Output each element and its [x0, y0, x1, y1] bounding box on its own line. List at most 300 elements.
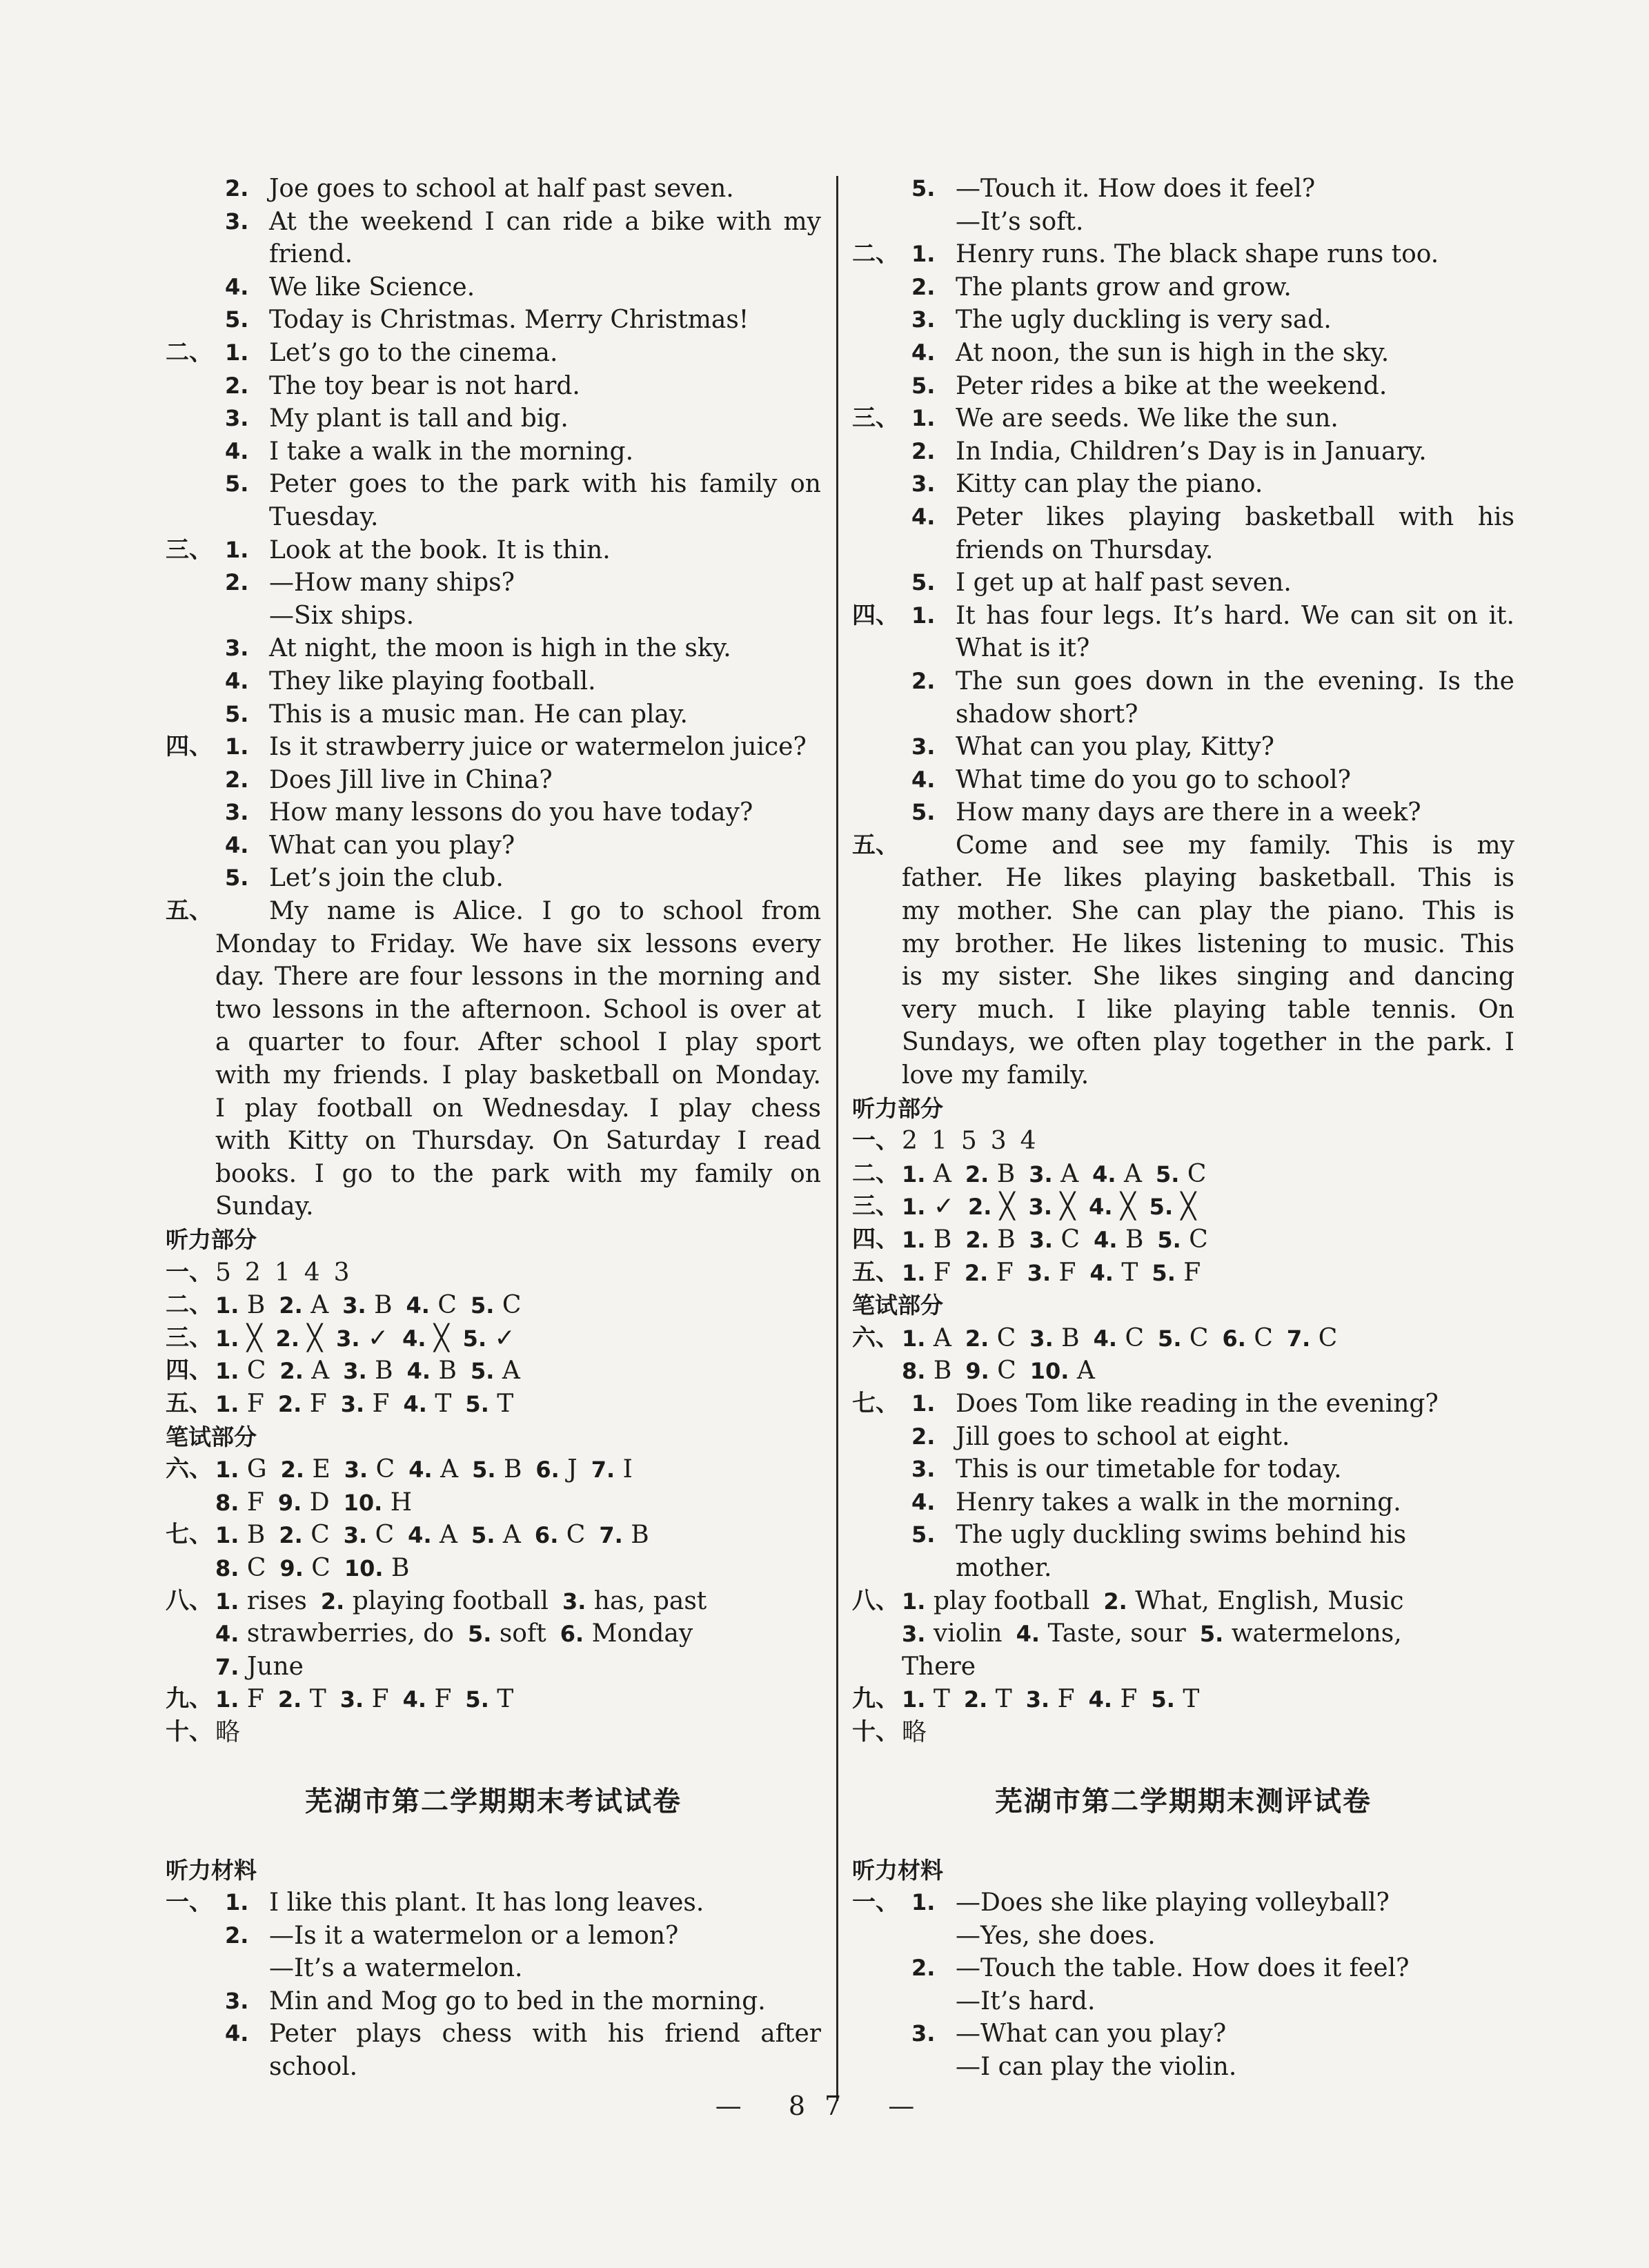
item-number: 1.	[902, 1259, 926, 1286]
item-number: 7.	[599, 1522, 623, 1549]
item-number: 1.	[215, 1457, 239, 1483]
answer-item: 4. Taste, sour	[1016, 1619, 1186, 1648]
item-number: 3.	[1027, 1259, 1051, 1286]
item-number: 8.	[902, 1358, 926, 1385]
answer-item: 8. B	[902, 1357, 952, 1386]
item-text: —It’s a watermelon.	[269, 1954, 523, 1983]
item-text: —Six ships.	[269, 601, 415, 630]
item-number: 1.	[225, 536, 249, 563]
exam-title: 芜湖市第二学期期末考试试卷	[305, 1785, 682, 1817]
answer-item: 2. ╳	[968, 1192, 1015, 1221]
answer-item: 5. T	[465, 1685, 514, 1714]
answer-item: 5. C	[470, 1291, 522, 1320]
spacer	[166, 1749, 821, 1767]
answer-items	[902, 1256, 1514, 1290]
answer-items	[902, 1125, 1514, 1158]
answer-item: 2. A	[279, 1291, 329, 1320]
answer-item: 9. D	[277, 1488, 330, 1517]
item-number: 2.	[225, 175, 249, 201]
item-number: 5.	[1149, 1194, 1174, 1221]
item-number: 4.	[1094, 1227, 1118, 1253]
section-label: 六、	[166, 1455, 213, 1483]
answer-item: 9. C	[279, 1553, 330, 1582]
answer-row	[852, 1617, 1514, 1650]
answer-item: 2. ╳	[275, 1323, 323, 1352]
item-number: 4.	[911, 766, 936, 793]
passage-line	[166, 895, 821, 928]
passage-text: with Kitty on Thursday. On Saturday I read	[215, 1127, 821, 1156]
item-number: 3.	[911, 733, 936, 760]
listening-answer-row	[166, 1256, 821, 1290]
answer-item: 6. C	[534, 1521, 586, 1550]
item-number: 1.	[215, 1686, 239, 1713]
item-number: 4.	[225, 2020, 249, 2047]
item-number: 4.	[215, 1621, 239, 1648]
answer-items	[215, 1354, 821, 1388]
item-number: 5.	[911, 1521, 936, 1548]
written-heading: 笔试部分	[852, 1292, 943, 1319]
item-text: shadow short?	[956, 700, 1138, 729]
answer-item: 5. T	[465, 1389, 514, 1418]
answer-line	[166, 271, 821, 304]
item-number: 4.	[406, 1292, 430, 1319]
item-number: 4.	[1089, 1194, 1113, 1221]
answer-items	[902, 1190, 1514, 1224]
item-number: 7.	[591, 1457, 615, 1483]
item-number: 3.	[225, 635, 249, 662]
item-number: 5.	[470, 1292, 495, 1319]
item-text: Peter likes playing basketball with his	[956, 502, 1514, 531]
answer-item: 4. F	[1088, 1685, 1138, 1714]
answer-line	[166, 370, 821, 403]
column-divider	[836, 176, 838, 2101]
answer-line-continued	[166, 600, 821, 633]
item-text: —How many ships?	[269, 569, 515, 598]
listening-heading: 听力部分	[166, 1226, 257, 1253]
answer-line-continued	[166, 1952, 821, 1985]
passage-line	[166, 994, 821, 1027]
passage-text: love my family.	[902, 1061, 1089, 1090]
answer-row	[166, 1650, 821, 1684]
answer-items	[215, 1650, 821, 1684]
answer-items	[215, 1388, 821, 1421]
answer-items	[215, 1683, 821, 1717]
answer-item: 1. ✓	[902, 1192, 955, 1221]
item-text: At noon, the sun is high in the sky.	[956, 338, 1390, 367]
answer-items	[215, 1585, 821, 1619]
item-number: 9.	[277, 1489, 302, 1516]
answer-items	[215, 1486, 821, 1520]
passage-line	[852, 994, 1514, 1027]
spacer	[852, 1836, 1514, 1854]
section-label: 五、	[852, 831, 899, 859]
answer-item: 2. playing football	[320, 1586, 549, 1615]
item-text: —Touch the table. How does it feel?	[956, 1954, 1410, 1983]
item-text: Joe goes to school at half past seven.	[269, 175, 734, 203]
item-number: 1.	[902, 1325, 926, 1352]
item-text: Peter goes to the park with his family on	[269, 470, 821, 499]
item-number: 1.	[902, 1161, 926, 1187]
passage-line	[852, 960, 1514, 994]
answer-line	[852, 1421, 1514, 1454]
item-text: Jill goes to school at eight.	[956, 1422, 1290, 1451]
answer-item: 5. A	[470, 1357, 520, 1386]
answer-item: 10. H	[343, 1488, 413, 1517]
answer-item: 6. J	[535, 1455, 577, 1484]
item-text: mother.	[956, 1553, 1052, 1582]
item-number: 2.	[225, 766, 249, 793]
answer-line	[166, 566, 821, 600]
passage-text: two lessons in the afternoon. School is over at	[215, 995, 821, 1024]
section-label: 一、	[852, 1889, 899, 1917]
item-number: 7.	[215, 1653, 239, 1680]
item-number: 2.	[225, 372, 249, 399]
answer-item: 2. C	[965, 1323, 1016, 1352]
answer-line-continued	[166, 501, 821, 534]
answer-line	[166, 731, 821, 764]
listening-answer-row	[852, 1190, 1514, 1223]
answer-line	[166, 764, 821, 797]
answer-items	[902, 1322, 1514, 1356]
answer-items	[902, 1683, 1514, 1717]
answer-item: 3. B	[1029, 1323, 1080, 1352]
item-number: 5.	[1152, 1259, 1176, 1286]
item-number: 1.	[215, 1325, 239, 1352]
answer-line	[166, 206, 821, 239]
answer-line	[852, 402, 1514, 435]
item-number: 2.	[275, 1325, 299, 1352]
item-text: friend.	[269, 240, 353, 269]
item-text: It has four legs. It’s hard. We can sit on it.	[956, 601, 1514, 630]
item-number: 9.	[965, 1358, 989, 1385]
item-text: My plant is tall and big.	[269, 404, 569, 433]
item-number: 4.	[225, 437, 249, 464]
answer-item: 1. F	[215, 1685, 264, 1714]
answer-item: 5	[960, 1127, 977, 1156]
item-number: 2.	[968, 1194, 992, 1221]
answer-item: 3. B	[342, 1291, 393, 1320]
answer-line	[852, 304, 1514, 337]
item-number: 1.	[911, 241, 936, 268]
item-text: How many lessons do you have today?	[269, 798, 753, 827]
answer-item: 5. C	[1155, 1159, 1207, 1188]
passage-line	[852, 862, 1514, 895]
passage-line	[852, 1059, 1514, 1092]
answer-item: 2	[244, 1258, 261, 1287]
section-label: 八、	[852, 1586, 899, 1615]
answer-item: 4. A	[408, 1455, 459, 1484]
section-label: 六、	[852, 1323, 899, 1352]
answer-items	[902, 1158, 1514, 1192]
item-number: 4.	[911, 1488, 936, 1515]
answer-item: 4	[304, 1258, 320, 1287]
item-text: —Is it a watermelon or a lemon?	[269, 1921, 679, 1950]
answer-item: 7. B	[599, 1521, 649, 1550]
item-number: 2.	[963, 1686, 988, 1713]
item-text: They like playing football.	[269, 667, 596, 696]
section-label: 二、	[166, 1291, 213, 1319]
section-label: 三、	[166, 1323, 213, 1352]
item-number: 9.	[279, 1555, 304, 1581]
left-column	[166, 172, 821, 2084]
item-text: Is it strawberry juice or watermelon juice?	[269, 733, 807, 762]
item-number: 4.	[403, 1390, 427, 1417]
answer-items	[215, 1289, 821, 1323]
page-number: — 87 —	[715, 2091, 934, 2121]
answer-item: 3. ✓	[336, 1323, 389, 1352]
item-number: 2.	[911, 437, 936, 464]
answer-line	[166, 337, 821, 370]
answer-line	[852, 337, 1514, 370]
item-number: 3.	[1029, 1227, 1054, 1253]
answer-item: 4. ╳	[1089, 1192, 1136, 1221]
item-number: 5.	[1157, 1227, 1181, 1253]
item-number: 3.	[911, 471, 936, 497]
item-number: 2.	[279, 1358, 304, 1385]
answer-item: 2	[902, 1127, 918, 1156]
answer-row	[166, 1585, 821, 1618]
item-text: —It’s hard.	[956, 1986, 1096, 2015]
answer-line	[166, 665, 821, 698]
item-number: 4.	[1016, 1621, 1040, 1648]
passage-text: Monday to Friday. We have six lessons every	[215, 929, 821, 958]
item-text: I take a walk in the morning.	[269, 437, 634, 466]
answer-item: 4	[1020, 1127, 1036, 1156]
material-heading: 听力材料	[166, 1856, 257, 1884]
answer-row	[166, 1552, 821, 1585]
answer-item: 3. F	[1027, 1258, 1076, 1287]
answer-item: 1. A	[902, 1159, 951, 1188]
item-number: 5.	[225, 306, 249, 333]
item-number: 4.	[225, 273, 249, 300]
listening-answer-row	[166, 1388, 821, 1421]
listening-answer-row	[852, 1158, 1514, 1191]
section-label: 一、	[852, 1127, 899, 1155]
item-number: 5.	[911, 569, 936, 596]
item-number: 5.	[1199, 1621, 1224, 1648]
section-label: 三、	[852, 1192, 899, 1221]
answer-items	[902, 1585, 1514, 1619]
answer-line-continued	[852, 2051, 1514, 2084]
answer-item: 3. C	[1029, 1225, 1080, 1254]
item-text: —Does she like playing volleyball?	[956, 1889, 1390, 1917]
answer-item: 1. B	[902, 1225, 952, 1254]
passage-line	[166, 1059, 821, 1092]
answer-item: 5. ✓	[462, 1323, 515, 1352]
item-number: 2.	[911, 1955, 936, 1982]
answer-line	[852, 468, 1514, 501]
item-text: The sun goes down in the evening. Is the	[956, 667, 1514, 696]
answer-item: 5. soft	[467, 1619, 546, 1648]
section-label: 五、	[852, 1258, 899, 1286]
item-text: What is it?	[956, 634, 1090, 663]
answer-line-continued	[852, 206, 1514, 239]
answer-line	[852, 1952, 1514, 1985]
item-text: Henry takes a walk in the morning.	[956, 1488, 1401, 1517]
answer-items	[215, 1322, 821, 1356]
answer-item: 2. B	[965, 1159, 1016, 1188]
item-text: Tuesday.	[269, 502, 379, 531]
passage-line	[166, 1026, 821, 1059]
right-column	[852, 172, 1514, 2084]
item-text: 略	[902, 1717, 927, 1746]
answer-item: 1. play football	[902, 1586, 1090, 1615]
item-number: 1.	[902, 1686, 926, 1713]
item-text: Peter rides a bike at the weekend.	[956, 371, 1388, 400]
item-text: school.	[269, 2053, 358, 2082]
passage-text: with my friends. I play basketball on Monday.	[215, 1061, 821, 1090]
item-number: 1.	[225, 339, 249, 366]
answer-line	[852, 1886, 1514, 1920]
item-number: 6.	[560, 1621, 584, 1648]
spacer	[852, 1749, 1514, 1767]
passage-line	[166, 960, 821, 994]
answer-line	[852, 370, 1514, 403]
answer-item: 3	[990, 1127, 1007, 1156]
answer-item: 4. A	[1092, 1159, 1142, 1188]
section-label: 二、	[166, 338, 213, 366]
item-number: 1.	[215, 1358, 239, 1385]
item-number: 4.	[225, 667, 249, 694]
passage-text: is my sister. She likes singing and dancing	[902, 963, 1514, 992]
answer-line	[852, 172, 1514, 206]
passage-line	[852, 1026, 1514, 1059]
item-number: 1.	[911, 602, 936, 629]
answer-line-continued	[852, 1985, 1514, 2018]
item-number: 3.	[911, 1456, 936, 1483]
section-label: 五、	[166, 1389, 213, 1417]
answer-item: 10. A	[1029, 1357, 1095, 1386]
answer-item: 1. rises	[215, 1586, 307, 1615]
item-text: Kitty can play the piano.	[956, 470, 1263, 499]
item-text: Min and Mog go to bed in the morning.	[269, 1986, 766, 2015]
passage-text: books. I go to the park with my family on	[215, 1159, 821, 1188]
item-number: 5.	[467, 1621, 492, 1648]
exam-title: 芜湖市第二学期期末测评试卷	[995, 1785, 1372, 1817]
answer-item: 1. A	[902, 1323, 951, 1352]
item-number: 1.	[215, 1588, 239, 1615]
section-label: 九、	[852, 1685, 899, 1713]
item-number: 2.	[911, 273, 936, 300]
item-text: The ugly duckling swims behind his	[956, 1521, 1407, 1550]
answer-item: 3. C	[343, 1521, 395, 1550]
answer-item: 7. C	[1286, 1323, 1338, 1352]
answer-item: 5. C	[1157, 1225, 1208, 1254]
listening-answer-row	[166, 1322, 821, 1355]
answer-item: 4. C	[1093, 1323, 1145, 1352]
item-number: 5.	[1151, 1686, 1175, 1713]
item-text: —It’s soft.	[956, 207, 1084, 236]
answer-item: 2. B	[965, 1225, 1016, 1254]
item-number: 2.	[225, 1922, 249, 1949]
item-number: 3.	[343, 1358, 367, 1385]
listening-answer-row	[852, 1223, 1514, 1256]
item-number: 4.	[911, 339, 936, 366]
answer-line	[852, 600, 1514, 633]
item-text: This is a music man. He can play.	[269, 700, 688, 729]
answer-item: 4. F	[402, 1685, 452, 1714]
item-number: 3.	[340, 1390, 365, 1417]
item-text: —I can play the violin.	[956, 2053, 1237, 2082]
item-number: 3.	[225, 799, 249, 826]
answer-line	[166, 829, 821, 862]
item-text: friends on Thursday.	[956, 535, 1214, 564]
answer-item: 1. C	[215, 1357, 266, 1386]
answer-item: 1. G	[215, 1455, 267, 1484]
answer-line	[852, 271, 1514, 304]
item-number: 5.	[465, 1686, 489, 1713]
item-number: 2.	[911, 667, 936, 694]
answer-item: 4. T	[1089, 1258, 1138, 1287]
answer-line	[166, 534, 821, 567]
item-text: —Yes, she does.	[956, 1921, 1156, 1950]
section-label: 十、	[852, 1717, 899, 1746]
answer-line	[166, 632, 821, 665]
item-number: 2.	[277, 1390, 302, 1417]
answer-item: 5. F	[1152, 1258, 1201, 1287]
passage-text: my brother. He likes listening to music. This	[902, 929, 1514, 958]
answer-item: 2. F	[964, 1258, 1014, 1287]
item-number: 5.	[472, 1457, 496, 1483]
item-text: We are seeds. We like the sun.	[956, 404, 1339, 433]
answer-item: 1. B	[215, 1291, 266, 1320]
item-number: 4.	[1089, 1259, 1114, 1286]
item-text: —What can you play?	[956, 2020, 1227, 2049]
answer-line	[166, 1985, 821, 2018]
passage-text: My name is Alice. I go to school from	[269, 897, 821, 926]
answer-line-continued	[166, 238, 821, 271]
item-text: Let’s join the club.	[269, 864, 504, 893]
item-number: 4.	[402, 1325, 426, 1352]
answer-row	[166, 1683, 821, 1716]
answer-item: 2. What, English, Music	[1103, 1586, 1404, 1615]
item-text: At the weekend I can ride a bike with my	[269, 207, 821, 236]
item-number: 4.	[911, 503, 936, 530]
answer-row	[852, 1322, 1514, 1355]
item-number: 2.	[911, 1423, 936, 1450]
answer-line	[166, 1886, 821, 1920]
answer-item: 7. June	[215, 1652, 304, 1681]
answer-item: 9. C	[965, 1357, 1016, 1386]
section-label: 四、	[852, 601, 899, 629]
answer-item: 5. ╳	[1149, 1192, 1196, 1221]
item-number: 5.	[470, 1358, 495, 1385]
answer-item: 2. C	[279, 1521, 330, 1550]
answer-line-continued	[852, 534, 1514, 567]
answer-line-continued	[852, 1552, 1514, 1585]
answer-item: 4. B	[406, 1357, 457, 1386]
item-text: 略	[215, 1717, 241, 1746]
answer-item: 4. T	[403, 1389, 452, 1418]
item-number: 1.	[225, 733, 249, 760]
item-number: 1.	[911, 405, 936, 432]
passage-text: I play football on Wednesday. I play chess	[215, 1094, 821, 1123]
answer-item: 3	[333, 1258, 350, 1287]
answer-item: 10. B	[344, 1553, 410, 1582]
answer-item: 4. strawberries, do	[215, 1619, 454, 1648]
answer-row	[852, 1585, 1514, 1618]
item-text: We like Science.	[269, 273, 475, 302]
answer-line	[852, 1519, 1514, 1552]
item-text: In India, Children’s Day is in January.	[956, 437, 1427, 466]
item-number: 5.	[225, 700, 249, 727]
section-label: 三、	[852, 404, 899, 433]
answer-line	[852, 566, 1514, 600]
answer-line	[852, 1388, 1514, 1421]
item-number: 3.	[1029, 1161, 1053, 1187]
item-text: What can you play?	[269, 831, 515, 860]
item-text: What time do you go to school?	[956, 765, 1351, 794]
